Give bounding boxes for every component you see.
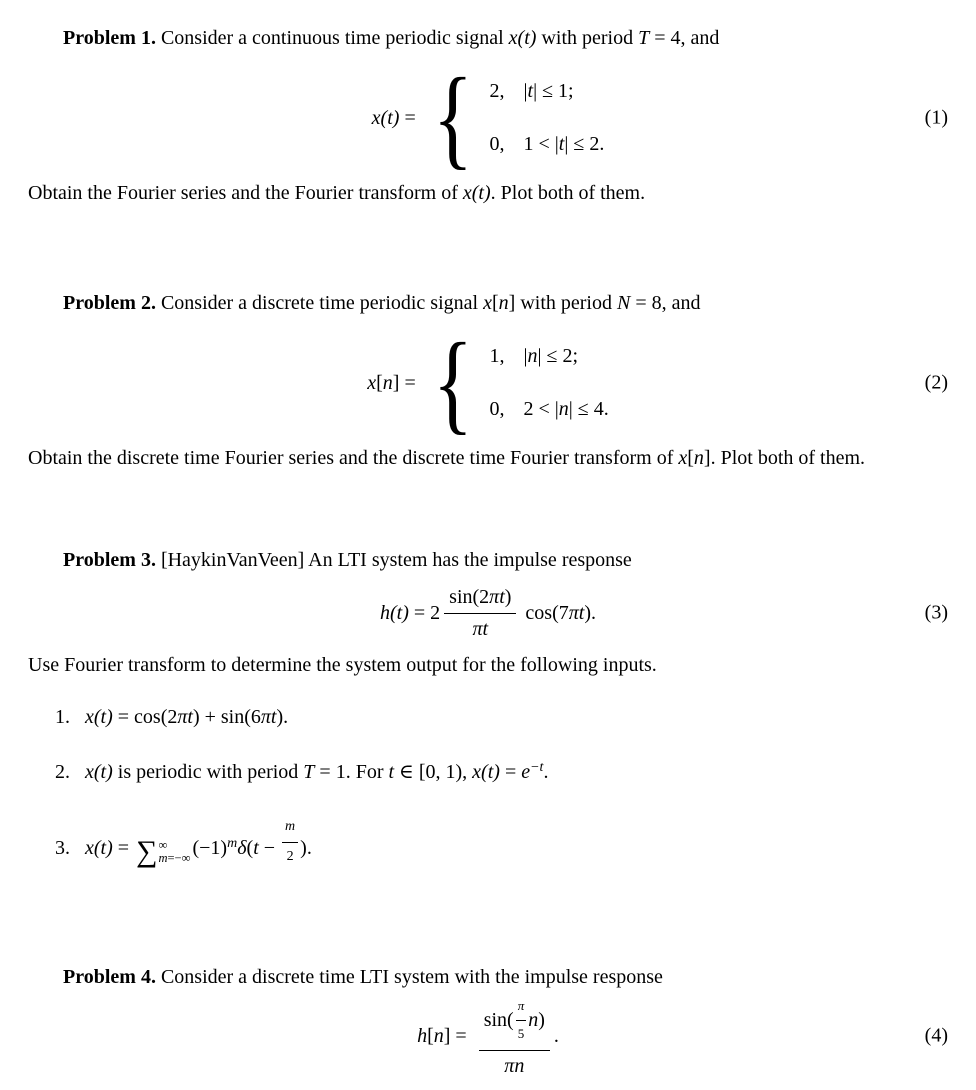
problem-3-label: Problem 3. (63, 549, 156, 571)
fraction (479, 993, 550, 1079)
summation-limits (158, 839, 190, 865)
list-item-1 (55, 703, 948, 731)
fraction-denominator: πt (444, 613, 516, 642)
problem-2-intro: Consider a discrete time periodic signal x[n] with period N = 8, and (155, 292, 701, 314)
equation-1-lhs: x(t) = (371, 106, 416, 129)
problem-2-heading (28, 289, 948, 317)
inputs-list (28, 703, 948, 871)
problem-4-section (28, 963, 948, 1075)
m-over-2-fraction (282, 813, 298, 871)
equation-1 (28, 55, 948, 180)
equation-3-number: (3) (924, 601, 948, 624)
case-value: 0, (489, 133, 505, 156)
case-value: 0, (489, 398, 505, 421)
equation-3-lhs: h(t) = 2 (380, 602, 441, 624)
case-row (489, 78, 604, 104)
problem-1-heading (28, 24, 948, 52)
item-3-post: ). (300, 837, 312, 859)
item-2-text: x(t) is periodic with period T = 1. For t ∈ [0, 1), $x(t) = e^{-t}$. (85, 760, 549, 783)
problem-1-intro: Consider a continuous time periodic signal x(t) with period T = 4, and (155, 27, 720, 49)
left-brace: { (432, 320, 473, 445)
item-3-mid2: δ(t − (237, 837, 281, 859)
equation-2-body (367, 320, 609, 445)
case-condition: 2 < |n| ≤ 4. (523, 398, 609, 421)
item-3-exponent: m (227, 836, 238, 851)
item-3-text (85, 819, 312, 868)
summation-lower-limit: m=−∞ (158, 851, 191, 865)
equation-4 (28, 997, 948, 1075)
list-item-3 (55, 813, 948, 871)
problem-3-heading (28, 546, 948, 574)
equation-2 (28, 320, 948, 445)
problem-4-intro: Consider a discrete time LTI system with the impulse response (155, 966, 663, 988)
list-item-2 (55, 758, 948, 786)
equation-3-post: cos(7πt). (525, 602, 596, 624)
equation-1-body (371, 55, 605, 180)
problem-1-body: Obtain the Fourier series and the Fourier transform of x(t). Plot both of them. (28, 182, 646, 204)
case-value: 1, (489, 345, 505, 368)
case-row (490, 343, 609, 369)
case-value: 2, (489, 80, 505, 103)
fraction-denominator: πn (479, 1050, 550, 1079)
equation-1-cases (489, 78, 604, 157)
fraction (444, 584, 516, 642)
problem-3-body: Use Fourier transform to determine the system output for the following inputs. (28, 654, 657, 676)
fraction-numerator: sin(2 πt ) (449, 586, 512, 608)
equation-4-post: . (553, 1025, 559, 1047)
equation-2-lhs: x[n] = (367, 371, 416, 394)
left-brace: { (432, 55, 473, 180)
fraction-numerator (479, 993, 550, 1050)
item-2-number: 2. (55, 761, 70, 783)
equation-2-number: (2) (924, 371, 948, 394)
item-1-text: x(t) = cos(2πt) + sin(6πt). (85, 706, 289, 728)
problem-2-body: Obtain the discrete time Fourier series and the discrete time Fourier transform of x[n]. Plot both of them. (28, 447, 866, 469)
tiny-fraction-denominator: 2 (282, 842, 298, 871)
inner-fraction-numerator: π (517, 998, 525, 1013)
problem-3-section (28, 546, 948, 871)
problem-4-heading (28, 963, 948, 991)
equation-3-body (380, 584, 596, 642)
problem-4-label: Problem 4. (63, 966, 156, 988)
case-condition: |t| ≤ 1; (523, 80, 574, 103)
item-3-pre: x(t) = (85, 837, 135, 859)
numerator-pre: sin( (483, 1009, 514, 1031)
case-condition: 1 < |t| ≤ 2. (523, 133, 605, 156)
item-3-number: 3. (55, 837, 70, 859)
numerator-post: n) (528, 1009, 545, 1031)
equation-4-body (417, 993, 559, 1079)
equation-4-lhs: h[n] = (417, 1025, 467, 1047)
case-condition: |n| ≤ 2; (523, 345, 579, 368)
tiny-fraction-numerator: m (285, 819, 296, 834)
problem-2-label: Problem 2. (63, 292, 156, 314)
sigma-icon: ∑ (136, 835, 158, 868)
equation-4-number: (4) (924, 1024, 948, 1047)
equation-2-cases (490, 343, 609, 422)
summation-operator (136, 835, 191, 868)
problem-3-intro: [HaykinVanVeen] An LTI system has the impulse response (155, 549, 632, 571)
equation-3 (28, 580, 948, 646)
equation-1-number: (1) (924, 106, 948, 129)
pi-over-5-fraction (516, 993, 527, 1047)
case-row (489, 131, 604, 157)
item-3-mid: (−1) (192, 837, 228, 859)
problem-1-section (28, 24, 948, 213)
summation-upper-limit: ∞ (158, 838, 168, 852)
case-row (490, 396, 609, 422)
item-1-number: 1. (55, 706, 70, 728)
problem-2-section (28, 289, 948, 478)
inner-fraction-denominator: 5 (516, 1020, 527, 1047)
problem-1-label: Problem 1. (63, 27, 156, 49)
